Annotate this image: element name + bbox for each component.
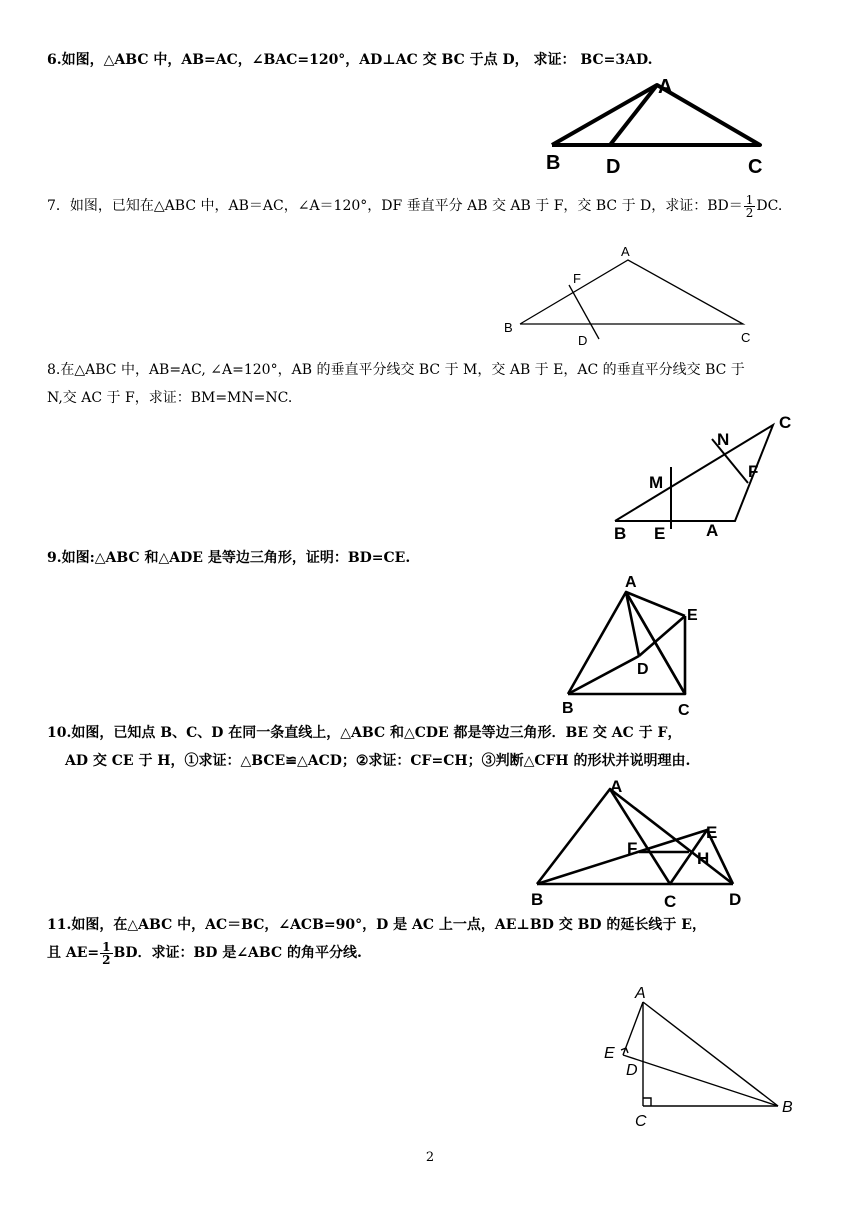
problem-10 — [47, 719, 817, 775]
label-d: D — [729, 890, 742, 909]
problem-8-line2: N,交 AC 于 F，求证：BM=MN=NC. — [47, 390, 293, 406]
label-d: D — [637, 661, 649, 678]
label-b: B — [504, 320, 513, 335]
figure-9 — [555, 570, 715, 720]
fraction-half: $\frac{1}{2}$ — [745, 192, 754, 220]
label-a: A — [658, 76, 673, 98]
label-f: F — [748, 462, 759, 481]
label-c: C — [748, 156, 763, 178]
label-n: N — [717, 430, 730, 449]
fraction-half: $\frac{1}{2}$ — [102, 939, 111, 967]
label-b: B — [614, 524, 627, 543]
label-b: B — [546, 152, 561, 174]
problem-6-text: 6.如图，△ABC 中，AB=AC，∠BAC=120°，AD⊥AC 交 BC 于点 D， 求证： BC=3AD. — [47, 52, 653, 68]
problem-10-line2: AD 交 CE 于 H，①求证：△BCE≌△ACD；②求证：CF=CH；③判断△CFH 的形状并说明理由. — [65, 753, 691, 769]
figure-11 — [595, 980, 810, 1130]
page-number: 2 — [425, 1150, 435, 1165]
label-a: A — [625, 574, 637, 591]
label-d: D — [626, 1062, 638, 1079]
label-a: A — [621, 244, 630, 259]
problem-10-line1: 10.如图，已知点 B、C、D 在同一条直线上，△ABC 和△CDE 都是等边三角形．BE 交 AC 于 F， — [47, 725, 682, 741]
label-a: A — [706, 521, 719, 540]
label-e: E — [654, 524, 666, 543]
label-h: H — [697, 849, 710, 868]
label-c: C — [741, 330, 751, 345]
label-c: C — [635, 1113, 647, 1130]
label-a: A — [610, 777, 623, 796]
figure-6 — [540, 75, 780, 181]
problem-11-line2: 且 AE= — [47, 945, 100, 961]
problem-6 — [47, 46, 817, 74]
problem-7: 7．如图，已知在△ABC 中，AB＝AC，∠A＝120°，DF 垂直平分 AB 交 AB 于 F，交 BC 于 D，求证：BD＝ $\frac{1}{2}$ DC. — [47, 192, 783, 220]
label-b: B — [562, 700, 574, 717]
label-b: B — [782, 1099, 793, 1116]
problem-8-line1: 8.在△ABC 中，AB=AC, ∠A=120°，AB 的垂直平分线交 BC 于 M，交 AB 于 E，AC 的垂直平分线交 BC 于 — [47, 362, 745, 378]
label-m: M — [649, 473, 664, 492]
problem-9 — [47, 544, 817, 572]
label-c: C — [779, 413, 792, 432]
label-e: E — [687, 607, 698, 624]
figure-10 — [525, 772, 775, 912]
problem-9-text: 9.如图:△ABC 和△ADE 是等边三角形，证明：BD=CE. — [47, 550, 411, 566]
label-c: C — [678, 702, 690, 719]
problem-7-text: 7．如图，已知在△ABC 中，AB＝AC，∠A＝120°，DF 垂直平分 AB 交 AB 于 F，交 BC 于 D，求证：BD＝ — [47, 198, 743, 214]
label-c: C — [664, 892, 677, 911]
label-a: A — [635, 985, 646, 1002]
figure-7 — [495, 238, 765, 350]
label-b: B — [531, 890, 544, 909]
label-e: E — [706, 823, 718, 842]
label-f: F — [573, 271, 581, 286]
label-d: D — [578, 333, 588, 348]
problem-11: 11.如图，在△ABC 中，AC＝BC，∠ACB=90°，D 是 AC 上一点，AE⊥BD 交 BD 的延长线于 E， 且 AE= $\frac{1}{2}$ BD．求证：BD 是∠ABC 的角平分线. — [47, 917, 706, 967]
label-d: D — [606, 156, 621, 178]
problem-11-line1: 11.如图，在△ABC 中，AC＝BC，∠ACB=90°，D 是 AC 上一点，AE⊥BD 交 BD 的延长线于 E， — [47, 917, 706, 933]
label-f: F — [627, 839, 638, 858]
label-e: E — [604, 1045, 615, 1062]
figure-8 — [605, 405, 805, 545]
problem-8 — [47, 356, 817, 412]
